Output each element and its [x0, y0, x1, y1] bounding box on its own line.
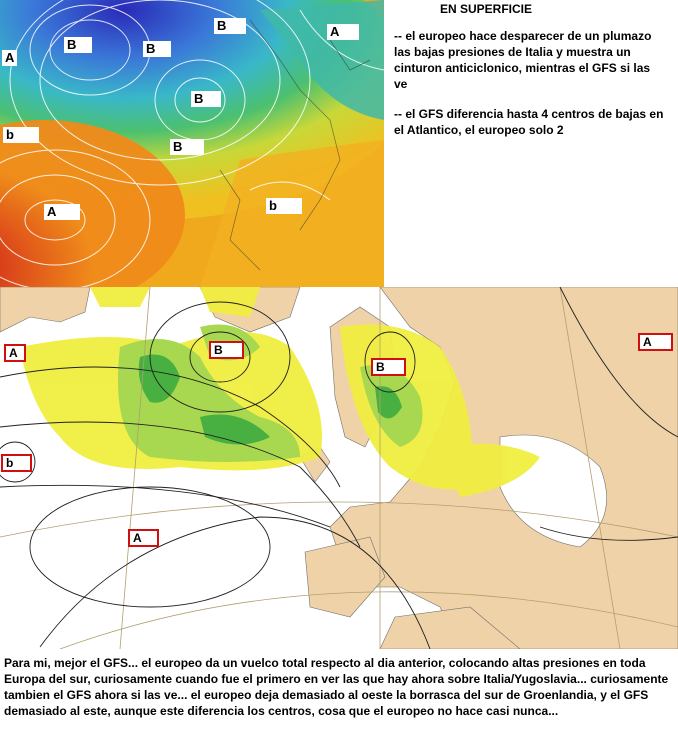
- note-1: -- el europeo hace desparecer de un plumazo las bajas presiones de Italia y muestra un cinturon anticiclonico, mientras el GFS si las ve: [394, 29, 652, 91]
- pressure-label: b: [3, 127, 39, 143]
- bottom-forecast-map: [0, 287, 678, 649]
- bottom-map-graphic: [0, 287, 678, 649]
- pressure-label: B: [170, 139, 204, 155]
- pressure-label: A: [128, 529, 159, 547]
- pressure-label: B: [191, 91, 221, 107]
- note-2: -- el GFS diferencia hasta 4 centros de bajas en el Atlantico, el europeo solo 2: [394, 107, 664, 137]
- panel-title: EN SUPERFICIE: [440, 2, 533, 16]
- top-forecast-map: [0, 0, 384, 287]
- pressure-label: A: [327, 24, 359, 40]
- pressure-label: A: [638, 333, 673, 351]
- comment-text: Para mi, mejor el GFS... el europeo da un vuelco total respecto al dia anterior, colocando altas presiones en toda Europa del sur, curiosamente cuando fue el primero en ver las que hay ahora sobre Italia/Yugoslavia... curiosamente tambien el GFS ahora si las ve... el europeo deja demasiado al oeste la borrasca del sur de Groenlandia, y el GFS demasiado al este, aunque este diferencia los centros, cosa que el europeo no hace casi nunca...: [4, 656, 669, 718]
- pressure-label: A: [44, 204, 80, 220]
- pressure-label: B: [64, 37, 92, 53]
- pressure-label: A: [4, 344, 26, 362]
- side-panel: [388, 0, 678, 287]
- pressure-label: B: [209, 341, 244, 359]
- pressure-label: A: [2, 50, 17, 66]
- pressure-label: B: [143, 41, 171, 57]
- pressure-label: b: [266, 198, 302, 214]
- pressure-label: B: [214, 18, 246, 34]
- pressure-label: b: [1, 454, 32, 472]
- pressure-label: B: [371, 358, 406, 376]
